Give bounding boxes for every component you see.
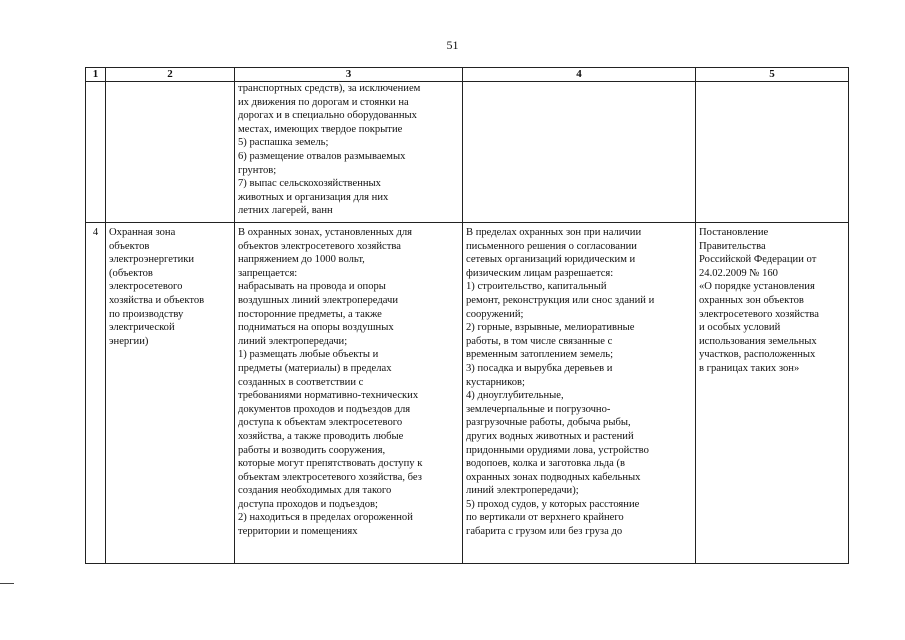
table-header-row xyxy=(86,68,849,82)
prohibitions-cell: В охранных зонах, установленных для объектов электросетевого хозяйства напряжением до 1000 вольт, запрещается: набрасывать на провода и опоры воздушных линий электропередачи посторонние предметы, а также подниматься на опоры воздушных линий электропередачи; 1) размещать любые объекты и предметы (материалы) в пределах созданных в соответствии с требованиями нормативно-технических документов проходов и подъездов для доступа к объектам электросетевого хозяйства, а также проводить любые работы и возводить сооружения, которые могут препятствовать доступу к объектам электросетевого хозяйства, без создания необходимых для такого доступа проходов и подъездов; 2) находиться в пределах огороженной территории и помещениях xyxy=(235,223,463,564)
permissions-cell: В пределах охранных зон при наличии письменного решения о согласовании сетевых организаций юридическим и физическим лицам разрешается: 1) строительство, капитальный ремонт, реконструкция или снос зданий и сооружений; 2) горные, взрывные, мелиоративные работы, в том числе связанные с временным затоплением земель; 3) посадка и вырубка деревьев и кустарников; 4) дноуглубительные, землечерпальные и погрузочно- разгрузочные работы, добыча рыбы, других водных животных и растений придонными орудиями лова, устройство водопоев, колка и заготовка льда (в охранных зонах подводных кабельных линий электропередачи); 5) проход судов, у которых расстояние по вертикали от верхнего крайнего габарита с грузом или без груза до xyxy=(463,223,696,564)
prohibitions-cell: транспортных средств), за исключением их движения по дорогам и стоянки на дорогах и в специально оборудованных местах, имеющих твердое покрытие 5) распашка земель; 6) размещение отвалов размываемых грунтов; 7) выпас сельскохозяйственных животных и организация для них летних лагерей, ванн xyxy=(235,82,463,223)
row-number-cell: 4 xyxy=(86,223,106,564)
column-header-4: 4 xyxy=(463,68,696,82)
column-header-1: 1 xyxy=(86,68,106,82)
column-header-2: 2 xyxy=(106,68,235,82)
legal-basis-cell: Постановление Правительства Российской Федерации от 24.02.2009 № 160 «О порядке установления охранных зон объектов электросетевого хозяйства и особых условий использования земельных участков, расположенных в границах таких зон» xyxy=(696,223,849,564)
zone-name-cell xyxy=(106,82,235,223)
table-row xyxy=(86,82,849,223)
permissions-cell xyxy=(463,82,696,223)
zone-name-cell: Охранная зона объектов электроэнергетики (объектов электросетевого хозяйства и объектов по производству электрической энергии) xyxy=(106,223,235,564)
column-header-3: 3 xyxy=(235,68,463,82)
legal-basis-cell xyxy=(696,82,849,223)
page-number: 51 xyxy=(446,38,459,52)
regulation-table xyxy=(85,67,849,564)
row-number-cell xyxy=(86,82,106,223)
table-row xyxy=(86,223,849,564)
column-header-5: 5 xyxy=(696,68,849,82)
scan-edge-mark xyxy=(0,583,14,584)
